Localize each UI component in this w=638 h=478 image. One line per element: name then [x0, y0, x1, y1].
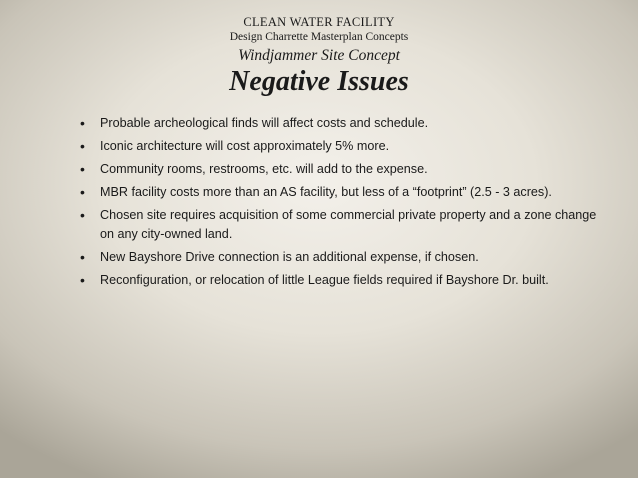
list-item — [80, 160, 600, 179]
list-item-text: Reconfiguration, or relocation of little League fields required if Bayshore Dr. built. — [100, 273, 549, 287]
list-item — [80, 114, 600, 133]
slide-header — [0, 14, 638, 98]
bullet-icon: • — [80, 184, 85, 200]
issues-list — [80, 114, 600, 294]
charrette-subtitle: Design Charrette Masterplan Concepts — [229, 31, 409, 43]
bullet-icon: • — [80, 138, 85, 154]
bullet-icon: • — [80, 272, 85, 288]
list-item-text: Chosen site requires acquisition of some commercial private property and a zone change on any city-owned land. — [100, 208, 597, 241]
bullet-icon: • — [80, 249, 85, 265]
list-item — [80, 137, 600, 156]
bullet-icon: • — [80, 161, 85, 177]
list-item-text: Iconic architecture will cost approximately 5% more. — [100, 139, 390, 153]
list-item — [80, 271, 600, 290]
slide-title: Negative Issues — [229, 66, 409, 97]
site-concept-name: Windjammer Site Concept — [238, 47, 400, 64]
list-item — [80, 248, 600, 267]
facility-name: CLEAN WATER FACILITY — [243, 15, 395, 29]
list-item-text: Probable archeological finds will affect costs and schedule. — [100, 116, 429, 130]
bullet-icon: • — [80, 207, 85, 223]
list-item — [80, 206, 600, 244]
list-item-text: Community rooms, restrooms, etc. will add to the expense. — [100, 162, 428, 176]
list-item-text: New Bayshore Drive connection is an additional expense, if chosen. — [100, 250, 479, 264]
list-item-text: MBR facility costs more than an AS facility, but less of a “footprint” (2.5 - 3 acres). — [100, 185, 552, 199]
list-item — [80, 183, 600, 202]
bullet-icon: • — [80, 115, 85, 131]
